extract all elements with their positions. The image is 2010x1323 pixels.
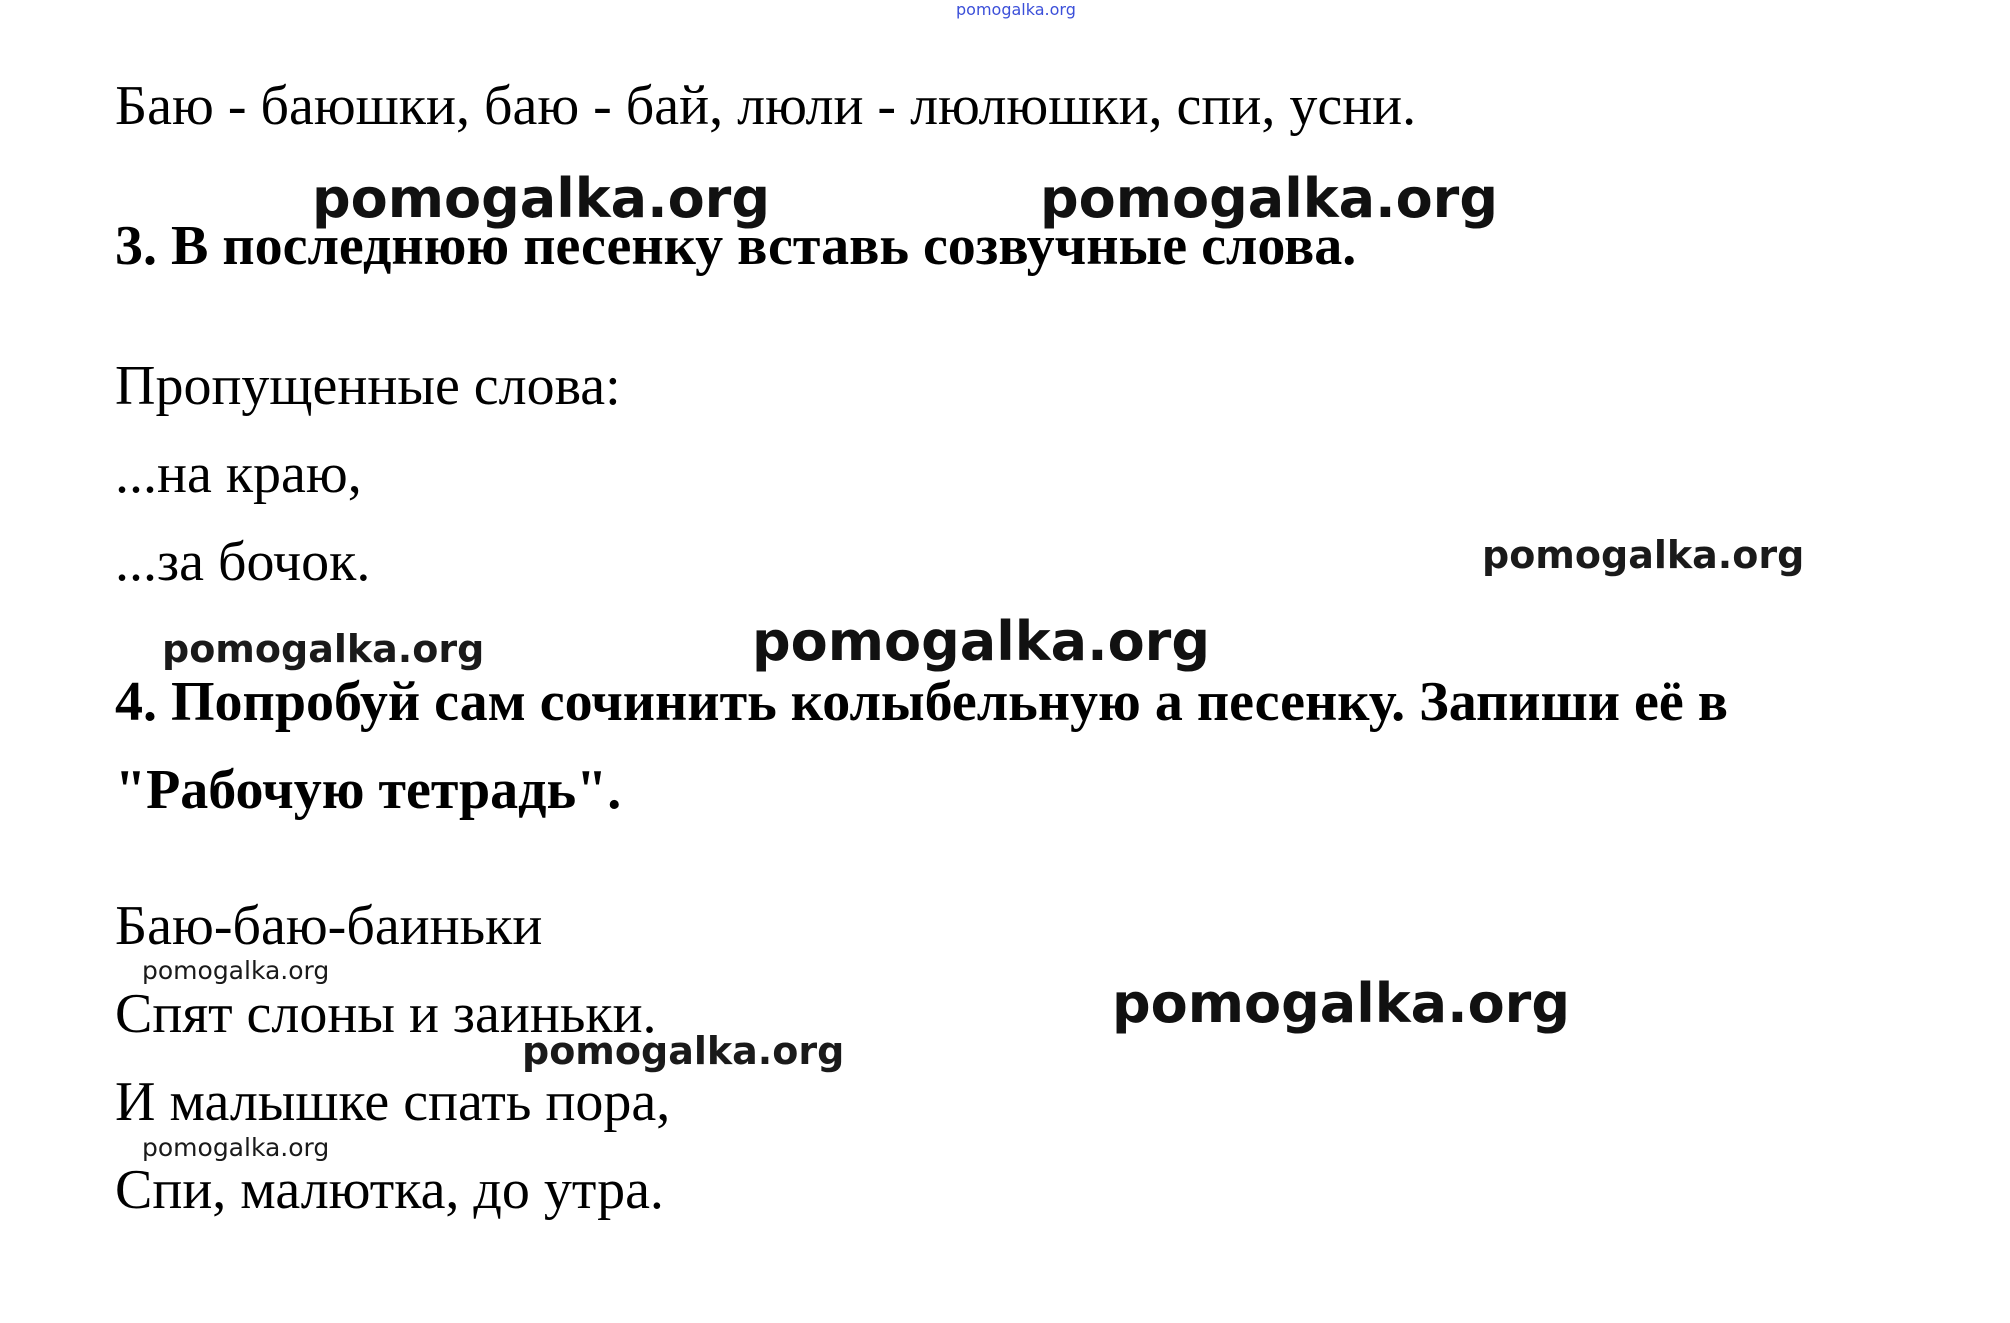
watermark: pomogalka.org xyxy=(162,627,485,671)
watermark: pomogalka.org xyxy=(142,956,330,985)
watermark: pomogalka.org xyxy=(752,610,1210,673)
task4-heading-line1: 4. Попробуй сам сочинить колыбельную а песенку. Запиши её в xyxy=(115,671,1729,733)
intro-line: Баю - баюшки, баю - бай, люли - люлюшки, спи, усни. xyxy=(115,75,1417,137)
watermark: pomogalka.org xyxy=(522,1029,845,1073)
missing-words-label: Пропущенные слова: xyxy=(115,355,621,417)
watermark: pomogalka.org xyxy=(1040,167,1498,230)
top-watermark: pomogalka.org xyxy=(956,0,1076,19)
watermark: pomogalka.org xyxy=(312,167,770,230)
watermark: pomogalka.org xyxy=(1482,533,1805,577)
watermark: pomogalka.org xyxy=(1112,972,1570,1035)
poem-line: Баю-баю-баиньки xyxy=(115,895,543,957)
missing-word-item: ...за бочок. xyxy=(115,531,371,593)
task3-heading: 3. В последнюю песенку вставь созвучные слова. xyxy=(115,215,1357,277)
poem-line: Спи, малютка, до утра. xyxy=(115,1159,664,1221)
missing-word-item: ...на краю, xyxy=(115,443,362,505)
watermark: pomogalka.org xyxy=(142,1133,330,1162)
poem-line: Спят слоны и заиньки. xyxy=(115,983,657,1045)
poem-line: И малышке спать пора, xyxy=(115,1071,671,1133)
task4-heading-line2: "Рабочую тетрадь". xyxy=(115,759,622,821)
